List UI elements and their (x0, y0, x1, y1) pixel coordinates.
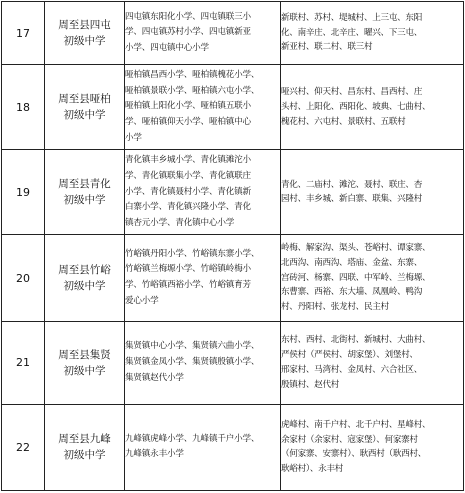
villages: 青化、二庙村、滩沱、聂村、联庄、杏 园村、丰乡城、新白寨、联集、兴隆村 (281, 150, 464, 235)
primary-schools: 集贤镇中心小学、集贤镇六曲小学、 集贤镇金凤小学、集贤镇殷镇小学、 集贤镇赵代小学 (125, 321, 281, 404)
table-row (2, 2, 464, 65)
table-row (2, 321, 464, 404)
row-number: 18 (2, 65, 45, 150)
primary-schools: 竹峪镇丹阳小学、竹峪镇东寨小学、 竹峪镇兰梅塬小学、竹峪镇岭梅小 学、竹峪镇西裕小学、竹峪镇育芳 爱心小学 (125, 235, 281, 321)
row-number: 22 (2, 404, 45, 490)
villages: 虎峰村、南千户村、北千户村、星峰村、 余家村（余家村、寇家堡）、何家寨村 （何家寨、安寨村）、耿西村（耿西村、 耿峪村）、永丰村 (281, 404, 464, 490)
table-row (2, 65, 464, 150)
middle-school-name: 周至县青化 初级中学 (45, 150, 125, 235)
row-number: 19 (2, 150, 45, 235)
villages: 哑兴村、仰天村、昌东村、昌西村、庄 头村、上阳化、西阳化、坡典、七曲村、 槐花村、六屯村、景联村、五联村 (281, 65, 464, 150)
row-number: 21 (2, 321, 45, 404)
table-row (2, 235, 464, 321)
villages: 东村、西村、北街村、新城村、大曲村、 严侯村（严侯村、胡家堡）、刘堡村、 邢家村、马湾村、金凤村、六合社区、 殷镇村、赵代村 (281, 321, 464, 404)
table-row (2, 150, 464, 235)
middle-school-name: 周至县九峰 初级中学 (45, 404, 125, 490)
school-district-table (1, 1, 464, 491)
row-number: 17 (2, 2, 45, 65)
middle-school-name: 周至县竹峪 初级中学 (45, 235, 125, 321)
primary-schools: 九峰镇虎峰小学、九峰镇千户小学、 九峰镇永丰小学 (125, 404, 281, 490)
primary-schools: 哑柏镇昌西小学、哑柏镇槐花小学、 哑柏镇景联小学、哑柏镇六屯小学、 哑柏镇上阳化小学、哑柏镇五联小 学、哑柏镇仰天小学、哑柏镇中心 小学 (125, 65, 281, 150)
villages: 岭梅、解家沟、渠头、苍峪村、谭家寨、 北西沟、南西沟、塔庙、金盆、东寨、 宫砖河、杨寨、四联、中军岭、兰梅塬、 东曹寨、西裕、东大墙、凤凰岭、鸭沟 村、丹阳村、张龙村、民主村 (281, 235, 464, 321)
middle-school-name: 周至县四屯 初级中学 (45, 2, 125, 65)
middle-school-name: 周至县集贤 初级中学 (45, 321, 125, 404)
primary-schools: 青化镇丰乡城小学、青化镇滩沱小 学、青化镇联集小学、青化镇联庄 小学、青化镇聂村小学、青化镇新 白寨小学、青化镇兴隆小学、青化 镇杏元小学、青化镇中心小学 (125, 150, 281, 235)
row-number: 20 (2, 235, 45, 321)
table-row (2, 404, 464, 490)
primary-schools: 四屯镇东阳化小学、四屯镇联三小 学、四屯镇苏村小学、四屯镇新亚 小学、四屯镇中心小学 (125, 2, 281, 65)
middle-school-name: 周至县哑柏 初级中学 (45, 65, 125, 150)
villages: 新联村、苏村、堤城村、上三屯、东阳 化、南辛庄、北辛庄、曜兴、下三屯、 新亚村、联二村、联三村 (281, 2, 464, 65)
